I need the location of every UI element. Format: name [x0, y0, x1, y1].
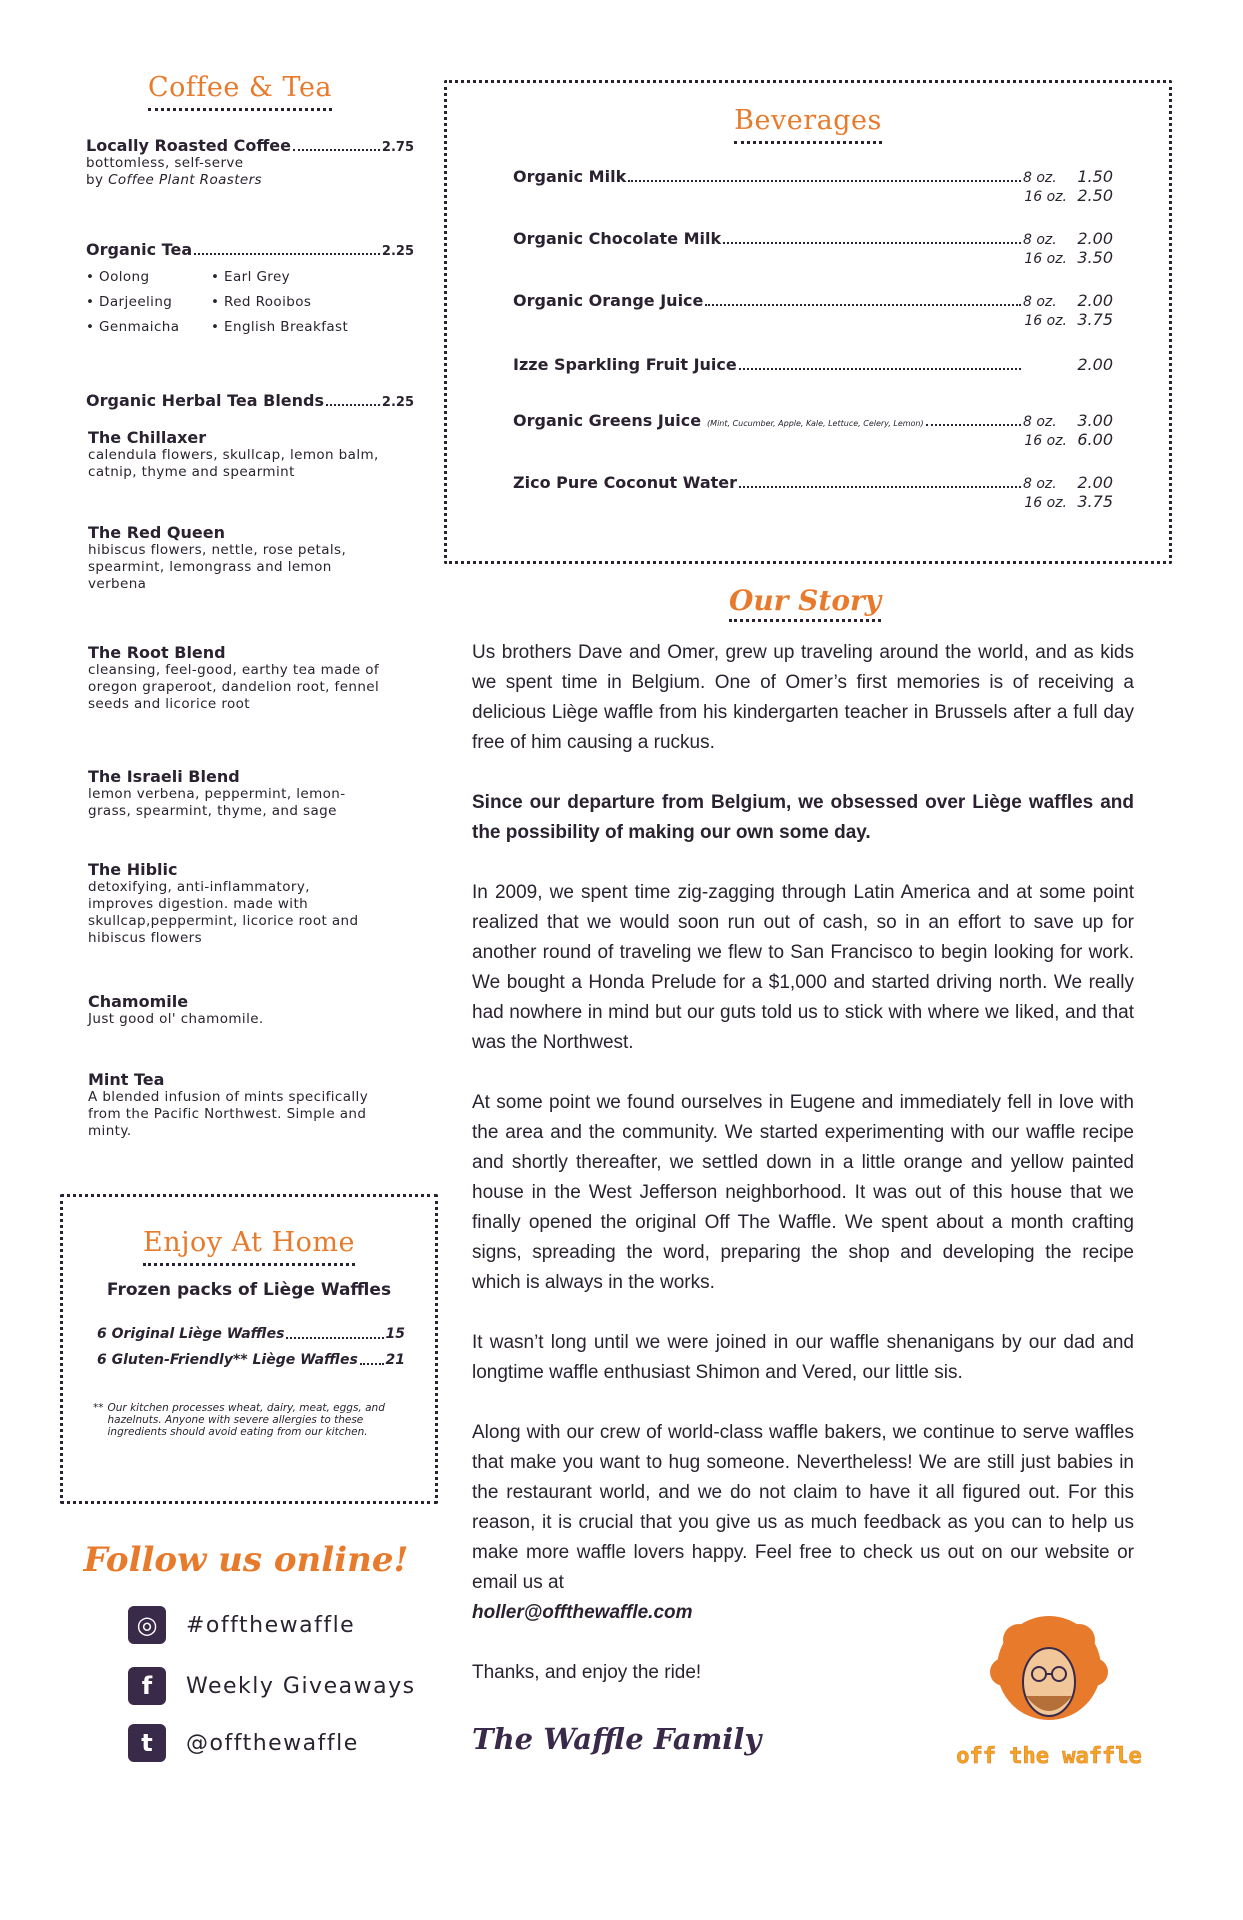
- beverage-item: Zico Pure Coconut Water 8 oz. 2.00 16 oz. 3.75: [513, 473, 1113, 511]
- tea-variety: • English Breakfast: [211, 319, 349, 335]
- blend-desc: detoxifying, anti-inflammatory, improves digestion. made with skullcap,peppermint, licorice root and hibiscus flowers: [88, 879, 359, 946]
- beverage-item: Organic Orange Juice 8 oz. 2.00 16 oz. 3.75: [513, 291, 1113, 329]
- enjoy-subtitle: Frozen packs of Liège Waffles: [106, 1280, 392, 1300]
- coffee-roaster: by Coffee Plant Roasters: [86, 172, 262, 188]
- tea-price: 2.25: [381, 244, 414, 259]
- email-link[interactable]: holler@offthewaffle.com: [472, 1602, 693, 1623]
- blend-name: Chamomile: [88, 992, 189, 1011]
- social-instagram[interactable]: [128, 1606, 355, 1644]
- off-the-waffle-logo: [944, 1610, 1154, 1780]
- blend-desc: Just good ol' chamomile.: [88, 1011, 264, 1027]
- blend-desc: lemon verbena, peppermint, lemon-grass, spearmint, thyme, and sage: [88, 786, 346, 819]
- story-body: [472, 638, 1134, 1718]
- instagram-icon: ◎: [128, 1606, 166, 1644]
- follow-title: Follow us online!: [83, 1540, 409, 1580]
- allergy-footnote: ** Our kitchen processes wheat, dairy, meat, eggs, and hazelnuts. Anyone with severe allergies to these ingredients should avoid eating from our kitchen.: [93, 1402, 385, 1438]
- coffee-tea-title: Coffee & Tea: [90, 72, 390, 111]
- blend-item: [88, 860, 378, 947]
- story-paragraph: Along with our crew of world-class waffle bakers, we continue to serve waffles that make you want to hug someone. Nevertheless! We are still just babies in the restaurant world, and we do not claim to have it all figured out. For this reason, it is crucial that you give us as much feedback as you can to help us make more waffle lovers happy. Feel free to check us out on our website or email us at holler@offthewaffle.com: [472, 1422, 1134, 1623]
- social-facebook[interactable]: [128, 1667, 416, 1705]
- coffee-item: [86, 136, 414, 189]
- facebook-icon: f: [128, 1667, 166, 1705]
- beverages-box: [444, 80, 1172, 564]
- story-paragraph: Since our departure from Belgium, we obsessed over Liège waffles and the possibility of making our own some day.: [472, 792, 1134, 843]
- blend-item: [88, 643, 408, 713]
- twitter-icon: t: [128, 1724, 166, 1762]
- story-paragraph: In 2009, we spent time zig-zagging through Latin America and at some point realized that we would soon run out of cash, so in an effort to save up for another round of traveling we flew to San Francisco to begin looking for work. We bought a Honda Prelude for a $1,000 and started driving north. We really had nowhere in mind but our guts told us to stick with where we liked, and that was the Northwest.: [472, 882, 1134, 1053]
- tea-variety: • Darjeeling: [86, 294, 173, 310]
- greens-note: (Mint, Cucumber, Apple, Kale, Lettuce, Celery, Lemon): [707, 419, 924, 428]
- tea-variety: • Red Rooibos: [211, 294, 312, 310]
- tea-variety: • Earl Grey: [211, 269, 291, 285]
- signature: The Waffle Family: [472, 1722, 762, 1756]
- blend-name: The Israeli Blend: [88, 767, 240, 786]
- beverage-list: [513, 167, 1113, 535]
- herbal-name: Organic Herbal Tea Blends: [86, 391, 325, 410]
- beverages-title: Beverages: [447, 105, 1169, 144]
- blend-name: The Red Queen: [88, 523, 226, 542]
- tea-variety: • Oolong: [86, 269, 150, 285]
- blend-item: [88, 428, 418, 481]
- blend-name: Mint Tea: [88, 1070, 165, 1089]
- blend-item: [88, 523, 378, 593]
- blend-desc: calendula flowers, skullcap, lemon balm, catnip, thyme and spearmint: [88, 447, 379, 480]
- social-twitter[interactable]: [128, 1724, 359, 1762]
- blend-name: The Hiblic: [88, 860, 178, 879]
- beverage-item: Organic Milk 8 oz. 1.50 16 oz. 2.50: [513, 167, 1113, 205]
- blend-desc: cleansing, feel-good, earthy tea made of oregon graperoot, dandelion root, fennel seeds and licorice root: [88, 662, 380, 712]
- story-title: Our Story: [444, 584, 1166, 622]
- blend-item: [88, 992, 388, 1028]
- logo-text: off the waffle: [956, 1744, 1142, 1769]
- blend-item: [88, 767, 378, 820]
- social-label: @offthewaffle: [186, 1730, 359, 1756]
- blend-name: The Chillaxer: [88, 428, 207, 447]
- enjoy-at-home-title: Enjoy At Home: [63, 1227, 435, 1266]
- tea-item: [86, 240, 414, 340]
- story-paragraph: It wasn’t long until we were joined in our waffle shenanigans by our dad and longtime waffle enthusiast Shimon and Vered, our little sis.: [472, 1332, 1134, 1383]
- social-label: #offthewaffle: [186, 1612, 356, 1638]
- frozen-item: 6 Original Liège Waffles 15: [97, 1326, 405, 1342]
- coffee-price: 2.75: [381, 140, 414, 155]
- tea-name: Organic Tea: [86, 240, 193, 259]
- blend-name: The Root Blend: [88, 643, 226, 662]
- enjoy-at-home-box: [60, 1194, 438, 1504]
- tea-varieties-right: [211, 265, 348, 340]
- social-label: Weekly Giveaways: [186, 1673, 416, 1699]
- beverage-item: Organic Chocolate Milk 8 oz. 2.00 16 oz. 3.50: [513, 229, 1113, 267]
- herbal-price: 2.25: [381, 395, 414, 410]
- story-paragraph: Us brothers Dave and Omer, grew up traveling around the world, and as kids we spent time in Belgium. One of Omer’s first memories is of receiving a delicious Liège waffle from his kindergarten teacher in Brussels after a full day free of him causing a ruckus.: [472, 642, 1134, 753]
- story-paragraph: At some point we found ourselves in Eugene and immediately fell in love with the area and the community. We started experimenting with our waffle recipe and shortly thereafter, we settled down in a little orange and yellow painted house in the West Jefferson neighborhood. It was out of this house that we finally opened the original Off The Waffle. We spent about a month crafting signs, spreading the word, preparing the shop and developing the recipe which is always in the works.: [472, 1092, 1134, 1293]
- frozen-item: 6 Gluten-Friendly** Liège Waffles 21: [97, 1352, 405, 1368]
- blend-desc: hibiscus flowers, nettle, rose petals, spearmint, lemongrass and lemon verbena: [88, 542, 347, 592]
- coffee-desc: bottomless, self-serve: [86, 155, 244, 171]
- beverage-item: Organic Greens Juice (Mint, Cucumber, Apple, Kale, Lettuce, Celery, Lemon) 8 oz. 3.00 16 oz. 6.00: [513, 411, 1113, 449]
- blend-item: [88, 1070, 398, 1140]
- tea-varieties-left: [86, 265, 211, 340]
- story-closing: Thanks, and enjoy the ride!: [472, 1662, 702, 1683]
- coffee-name: Locally Roasted Coffee: [86, 136, 291, 155]
- herbal-tea-item: [86, 391, 414, 410]
- beverage-item: Izze Sparkling Fruit Juice 2.00: [513, 355, 1113, 374]
- mascot-icon: [944, 1610, 1154, 1740]
- tea-variety: • Genmaicha: [86, 319, 180, 335]
- blend-desc: A blended infusion of mints specifically from the Pacific Northwest. Simple and minty.: [88, 1089, 369, 1139]
